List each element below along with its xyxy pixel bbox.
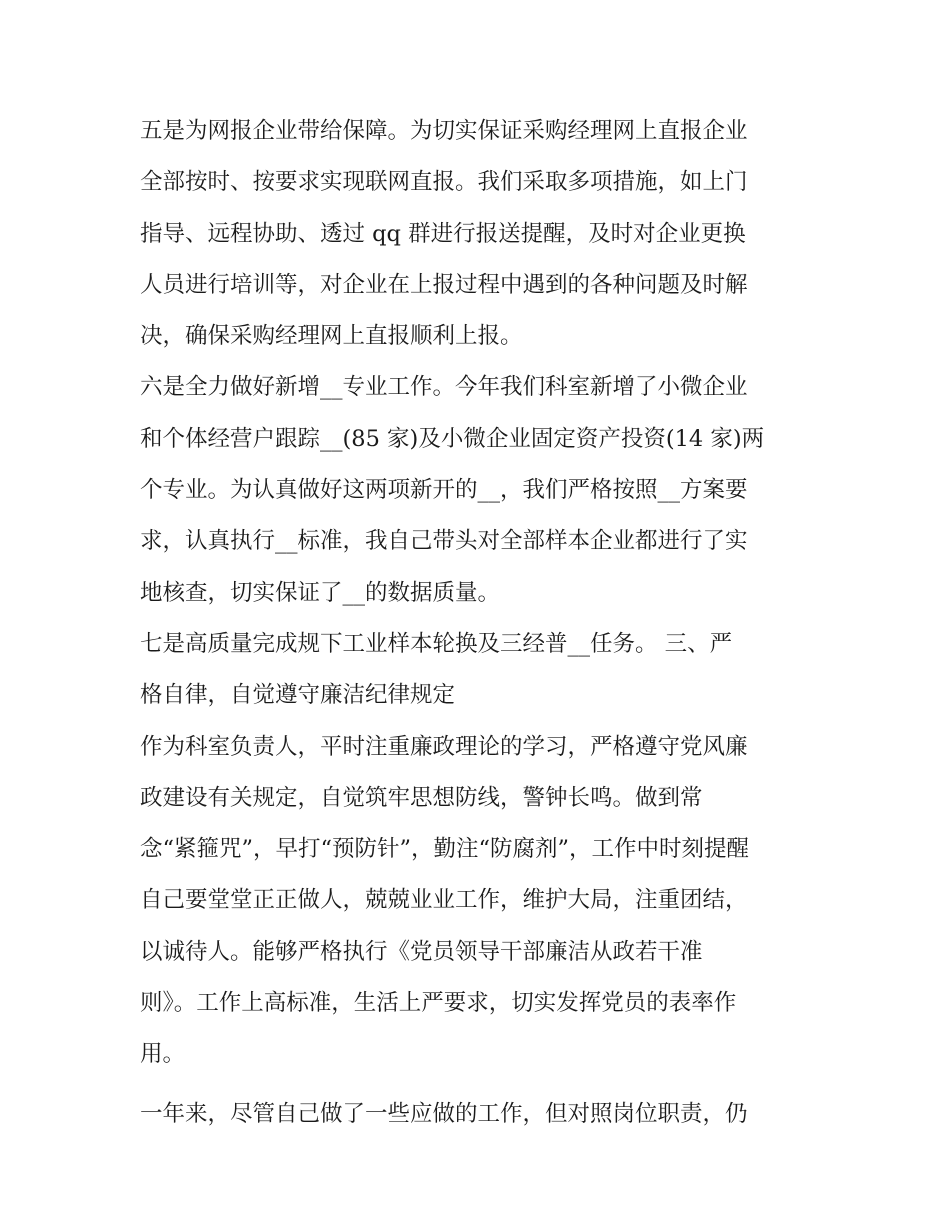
text-line: 全部按时、按要求实现联网直报。我们采取多项措施，如上门 <box>140 169 748 196</box>
text-line: 指导、远程协助、透过 qq 群进行报送提醒，及时对企业更换 <box>140 220 746 247</box>
text-line: 决，确保采购经理网上直报顺利上报。 <box>140 323 523 350</box>
text-line: 格自律，自觉遵守廉洁纪律规定 <box>140 682 456 709</box>
text-line: 政建设有关规定，自觉筑牢思想防线，警钟长鸣。做到常 <box>140 784 703 811</box>
text-line: 自己要堂堂正正做人，兢兢业业工作，维护大局，注重团结， <box>140 887 748 914</box>
text-line: 地核查，切实保证了__的数据质量。 <box>140 579 501 606</box>
text-line: 则》。工作上高标准，生活上严要求，切实发挥党员的表率作 <box>140 990 737 1017</box>
text-line: 五是为网报企业带给保障。为切实保证采购经理网上直报企业 <box>140 118 748 144</box>
text-line: 作为科室负责人，平时注重廉政理论的学习，严格遵守党风廉 <box>140 733 748 760</box>
text-line: 人员进行培训等，对企业在上报过程中遇到的各种问题及时解 <box>140 271 748 298</box>
text-line: 一年来，尽管自己做了一些应做的工作，但对照岗位职责，仍 <box>140 1100 748 1127</box>
text-line: 六是全力做好新增__专业工作。今年我们科室新增了小微企业 <box>140 374 748 401</box>
text-line: 和个体经营户跟踪__(85 家)及小微企业固定资产投资(14 家)两 <box>140 425 765 452</box>
document-body <box>140 106 820 1140</box>
text-line: 用。 <box>140 1041 186 1068</box>
text-line: 个专业。为认真做好这两项新开的__，我们严格按照__方案要 <box>140 477 748 504</box>
text-line: 求，认真执行__标准，我自己带头对全部样本企业都进行了实 <box>140 528 748 555</box>
text-line: 七是高质量完成规下工业样本轮换及三经普__任务。 三、严 <box>140 630 733 657</box>
text-line: 念“紧箍咒”，早打“预防针”，勤注“防腐剂”，工作中时刻提醒 <box>140 836 750 863</box>
text-line: 以诚待人。能够严格执行《党员领导干部廉洁从政若干准 <box>140 938 703 965</box>
